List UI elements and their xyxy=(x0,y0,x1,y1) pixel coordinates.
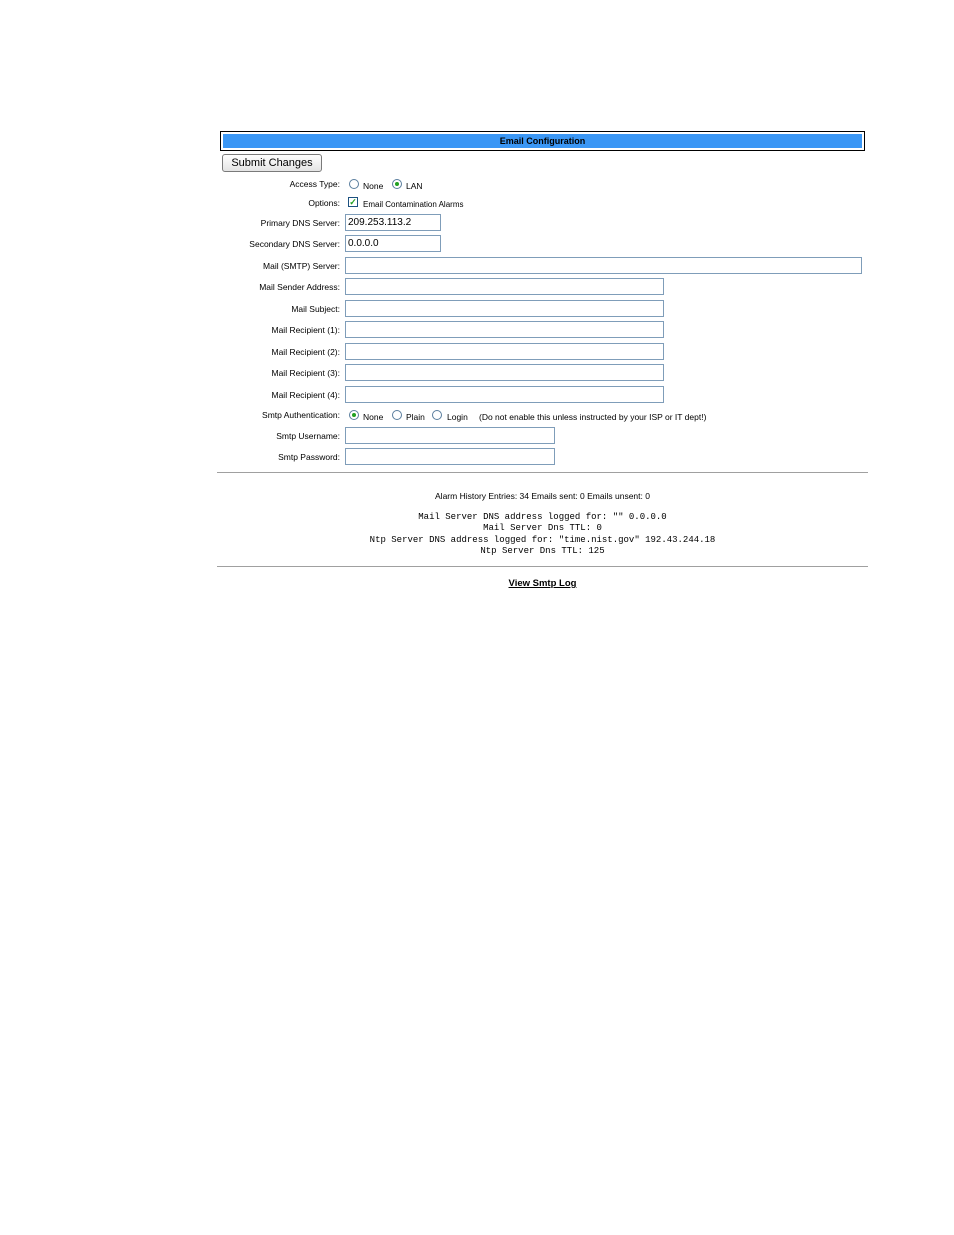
mail-server-dns-log: Mail Server DNS address logged for: "" 0.0.0.0 xyxy=(418,512,667,522)
submit-changes-button[interactable]: Submit Changes xyxy=(222,154,322,172)
smtp-password-label: Smtp Password: xyxy=(278,452,340,462)
smtp-auth-label: Smtp Authentication: xyxy=(262,410,340,420)
recipient-4-input[interactable] xyxy=(345,386,664,403)
smtp-auth-none-label: None xyxy=(363,412,384,422)
options-label: Options: xyxy=(308,198,340,208)
access-type-none-radio[interactable] xyxy=(349,179,359,189)
smtp-server-label: Mail (SMTP) Server: xyxy=(263,261,340,271)
smtp-username-label: Smtp Username: xyxy=(276,431,340,441)
email-contamination-alarms-label: Email Contamination Alarms xyxy=(363,200,464,209)
mail-server-dns-ttl: Mail Server Dns TTL: 0 xyxy=(483,523,602,533)
email-contamination-alarms-checkbox[interactable]: ✓ xyxy=(349,197,357,207)
smtp-username-input[interactable] xyxy=(345,427,555,444)
smtp-auth-plain-label: Plain xyxy=(406,412,425,422)
divider-top xyxy=(217,472,868,473)
smtp-password-input[interactable] xyxy=(345,448,555,465)
ntp-server-dns-ttl: Ntp Server Dns TTL: 125 xyxy=(480,546,605,556)
smtp-auth-login-label: Login xyxy=(447,412,468,422)
smtp-auth-login-radio[interactable] xyxy=(432,410,442,420)
ntp-server-dns-log: Ntp Server DNS address logged for: "time.nist.gov" 192.43.244.18 xyxy=(369,535,716,545)
recipient-3-label: Mail Recipient (3): xyxy=(271,368,340,378)
sender-address-input[interactable] xyxy=(345,278,664,295)
section-header-bar xyxy=(220,131,865,151)
alarm-history-summary: Alarm History Entries: 34 Emails sent: 0 Emails unsent: 0 xyxy=(435,491,650,501)
divider-bottom xyxy=(217,566,868,567)
primary-dns-label: Primary DNS Server: xyxy=(260,218,340,228)
primary-dns-input[interactable]: 209.253.113.2 xyxy=(345,214,441,231)
smtp-auth-note: (Do not enable this unless instructed by your ISP or IT dept!) xyxy=(479,412,707,422)
recipient-2-label: Mail Recipient (2): xyxy=(271,347,340,357)
recipient-4-label: Mail Recipient (4): xyxy=(271,390,340,400)
sender-address-label: Mail Sender Address: xyxy=(259,282,340,292)
secondary-dns-label: Secondary DNS Server: xyxy=(249,239,340,249)
recipient-1-input[interactable] xyxy=(345,321,664,338)
access-type-lan-radio[interactable] xyxy=(392,179,402,189)
section-title: Email Configuration xyxy=(223,134,862,148)
access-type-lan-label: LAN xyxy=(406,181,423,191)
recipient-3-input[interactable] xyxy=(345,364,664,381)
view-smtp-log-link[interactable]: View Smtp Log xyxy=(508,578,577,589)
mail-subject-label: Mail Subject: xyxy=(291,304,340,314)
recipient-1-label: Mail Recipient (1): xyxy=(271,325,340,335)
mail-subject-input[interactable] xyxy=(345,300,664,317)
access-type-label: Access Type: xyxy=(289,179,340,189)
secondary-dns-input[interactable]: 0.0.0.0 xyxy=(345,235,441,252)
recipient-2-input[interactable] xyxy=(345,343,664,360)
smtp-auth-none-radio[interactable] xyxy=(349,410,359,420)
smtp-server-input[interactable] xyxy=(345,257,862,274)
access-type-none-label: None xyxy=(363,181,384,191)
smtp-auth-plain-radio[interactable] xyxy=(392,410,402,420)
